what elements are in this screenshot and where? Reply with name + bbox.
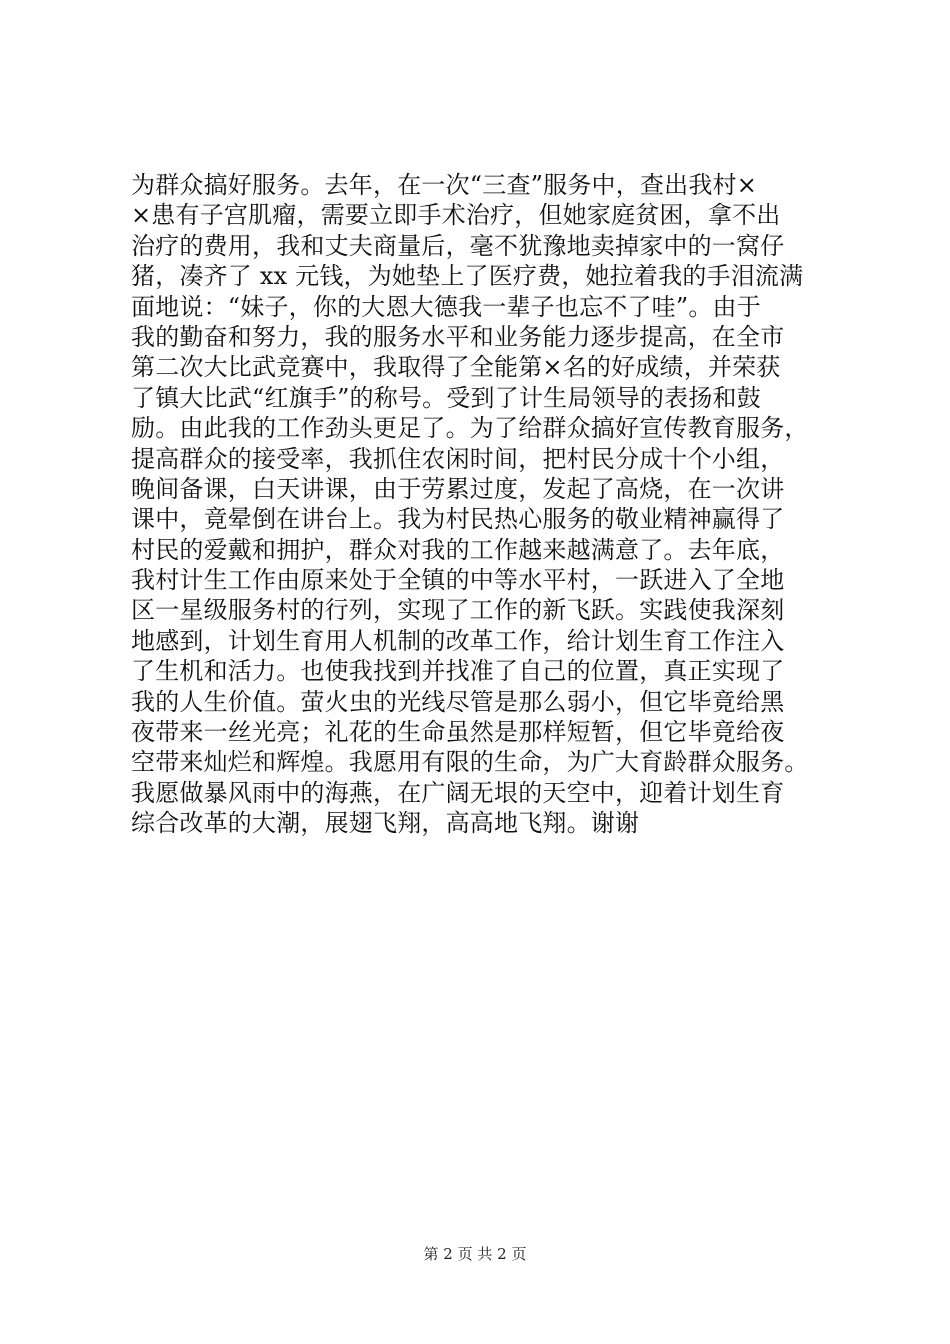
page-number-label: 第 2 页 共 2 页	[423, 1245, 527, 1263]
text-line: 第二次大比武竞赛中，我取得了全能第×名的好成绩，并荣获	[131, 353, 781, 382]
page-footer	[0, 1244, 950, 1264]
text-line: 空带来灿烂和辉煌。我愿用有限的生命，为广大育龄群众服务。	[131, 748, 809, 777]
text-line: 励。由此我的工作劲头更足了。为了给群众搞好宣传教育服务，	[131, 414, 809, 443]
text-line: 猪，凑齐了 xx 元钱，为她垫上了医疗费，她拉着我的手泪流满	[131, 262, 804, 291]
text-line: 晚间备课，白天讲课，由于劳累过度，发起了高烧，在一次讲	[131, 474, 785, 503]
text-line: 我愿做暴风雨中的海燕，在广阔无垠的天空中，迎着计划生育	[131, 778, 785, 807]
text-line: 我的勤奋和努力，我的服务水平和业务能力逐步提高，在全市	[131, 322, 785, 351]
text-line: 我的人生价值。萤火虫的光线尽管是那么弱小，但它毕竟给黑	[131, 687, 785, 716]
text-line: 治疗的费用，我和丈夫商量后，毫不犹豫地卖掉家中的一窝仔	[131, 231, 785, 260]
text-line: ×患有子宫肌瘤，需要立即手术治疗，但她家庭贫困，拿不出	[131, 201, 781, 230]
text-line: 村民的爱戴和拥护，群众对我的工作越来越满意了。去年底，	[131, 535, 785, 564]
text-line: 课中，竟晕倒在讲台上。我为村民热心服务的敬业精神赢得了	[131, 505, 785, 534]
text-line: 区一星级服务村的行列，实现了工作的新飞跃。实践使我深刻	[131, 596, 785, 625]
text-line: 提高群众的接受率，我抓住农闲时间，把村民分成十个小组，	[131, 444, 785, 473]
text-line: 了镇大比武“红旗手”的称号。受到了计生局领导的表扬和鼓	[131, 383, 761, 412]
text-line: 为群众搞好服务。去年，在一次“三查”服务中，查出我村×	[131, 171, 758, 199]
text-line: 了生机和活力。也使我找到并找准了自己的位置，真正实现了	[131, 657, 785, 686]
text-line: 面地说：“妹子，你的大恩大德我一辈子也忘不了哇”。由于	[131, 292, 761, 321]
text-line: 夜带来一丝光亮；礼花的生命虽然是那样短暂，但它毕竟给夜	[131, 718, 785, 747]
body-text	[131, 170, 851, 839]
text-line: 地感到，计划生育用人机制的改革工作，给计划生育工作注入	[131, 626, 785, 655]
text-line: 综合改革的大潮，展翅飞翔，高高地飞翔。谢谢	[131, 809, 640, 838]
text-line: 我村计生工作由原来处于全镇的中等水平村，一跃进入了全地	[131, 566, 785, 595]
